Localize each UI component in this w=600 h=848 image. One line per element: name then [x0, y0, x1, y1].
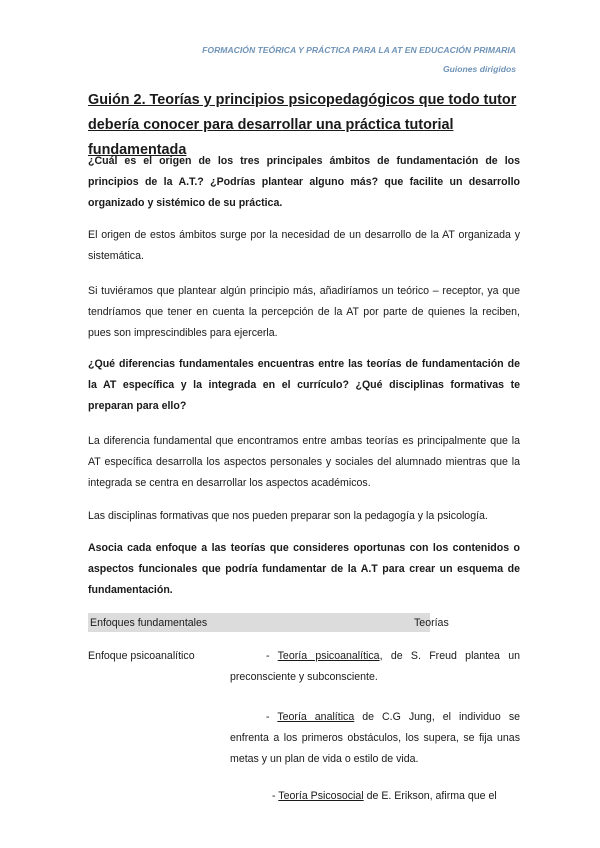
answer-3: La diferencia fundamental que encontramos entre ambas teorías es principalmente que la AT específica desarrolla los aspectos personales y sociales del alumnado mientras que la integrada se centra en desarrollar los aspectos académicos.: [88, 435, 520, 489]
table-header-teorias: Teorías: [414, 617, 449, 629]
question-1: ¿Cuál es el origen de los tres principales ámbitos de fundamentación de los principios de la A.T.? ¿Podrías plantear alguno más? que facilite un desarrollo organizado y sistémico de su práctica.: [88, 155, 520, 209]
theory-name: Teoría Psicosocial: [278, 790, 364, 802]
question-2: ¿Qué diferencias fundamentales encuentras entre las teorías de fundamentación de la AT específica y la integrada en el currículo? ¿Qué disciplinas formativas te preparan para ello?: [88, 358, 520, 412]
theory-description: , de S. Freud plantea un preconsciente y subconsciente.: [230, 650, 521, 683]
theory-dash: -: [266, 650, 278, 662]
theory-name: Teoría analítica: [277, 711, 355, 723]
page-title: Guión 2. Teorías y principios psicopedagógicos que todo tutor debería conocer para desarrollar una práctica tutorial fundamentada: [88, 92, 517, 158]
answer-1: El origen de estos ámbitos surge por la necesidad de un desarrollo de la AT organizada y sistemática.: [88, 229, 520, 262]
answer-4: Las disciplinas formativas que nos pueden preparar son la pedagogía y la psicología.: [88, 510, 488, 522]
theory-dash: -: [272, 790, 279, 802]
theory-name: Teoría psicoanalítica: [277, 650, 380, 662]
answer-2: Si tuviéramos que plantear algún principio más, añadiríamos un teórico – receptor, ya que tendríamos que tener en cuenta la percepción de la AT por parte de quienes la reciben, pues son imprescindibles para ejercerla.: [88, 285, 520, 339]
enfoque-label: Enfoque psicoanalítico: [88, 650, 195, 662]
theory-item: [230, 786, 520, 807]
theory-item: [230, 707, 520, 770]
theory-dash: -: [266, 711, 278, 723]
theory-item: [230, 646, 520, 688]
header-subtitle: Guiones dirigidos: [442, 64, 516, 74]
question-3: Asocia cada enfoque a las teorías que consideres oportunas con los contenidos o aspectos funcionales que podría fundamentar de la A.T para crear un esquema de fundamentación.: [88, 542, 520, 596]
header-course-title: FORMACIÓN TEÓRICA Y PRÁCTICA PARA LA AT EN EDUCACIÓN PRIMARIA: [202, 45, 516, 55]
theory-description: de E. Erikson, afirma que el: [363, 790, 497, 802]
table-header-enfoques: Enfoques fundamentales: [90, 617, 208, 629]
theory-description: de C.G Jung, el individuo se enfrenta a los primeros obstáculos, los supera, se fija unas metas y un plan de vida o estilo de vida.: [230, 711, 521, 765]
